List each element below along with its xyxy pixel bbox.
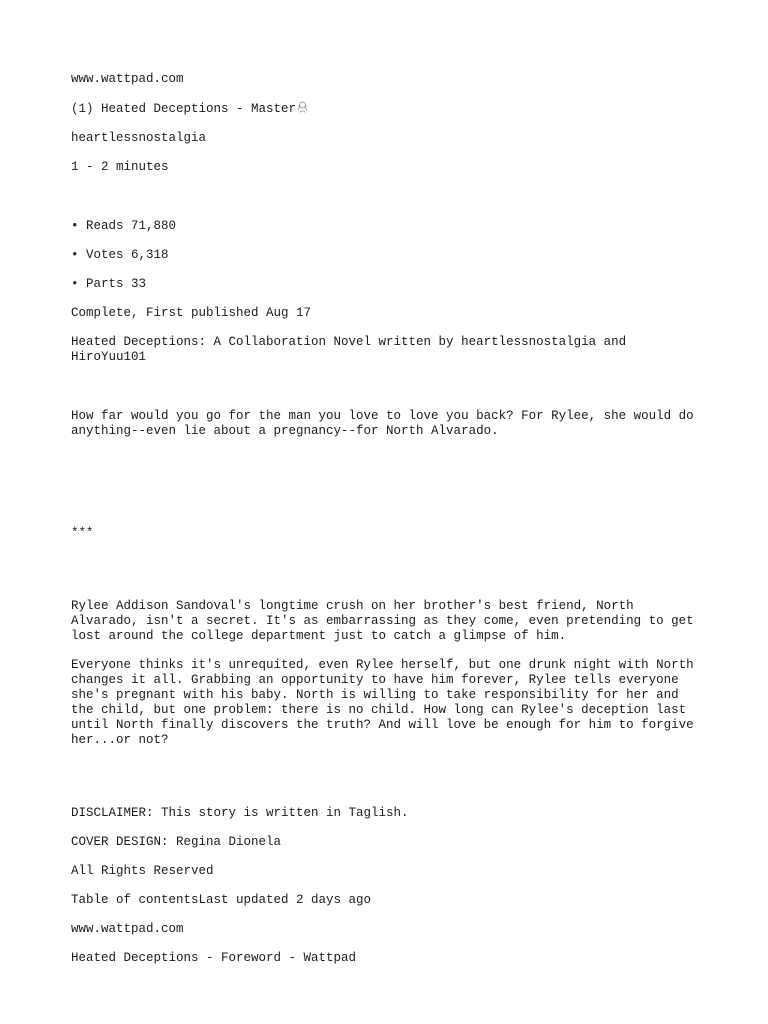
story-title-text: (1) Heated Deceptions - Master xyxy=(71,102,297,116)
footer-site-link[interactable]: www.wattpad.com xyxy=(71,922,184,936)
synopsis-paragraph-2: Everyone thinks it's unrequited, even Rylee herself, but one drunk night with North changes it all. Grabbing an opportunity to have him forever, Rylee tells everyone she's pregnant with his baby. North is willing to take responsibility for her and the child, but one problem: there is no child. How long can Rylee's deception last until North finally discovers the truth? And will love be enough for him to forgive her...or not? xyxy=(71,658,702,747)
disclaimer: DISCLAIMER: This story is written in Taglish. xyxy=(71,806,409,820)
synopsis-paragraph-1: Rylee Addison Sandoval's longtime crush on her brother's best friend, North Alvarado, isn't a secret. It's as embarrassing as they come, even pretending to get lost around the college department just to catch a glimpse of him. xyxy=(71,599,702,643)
table-of-contents[interactable]: Table of contentsLast updated 2 days ago xyxy=(71,893,372,907)
spacer xyxy=(71,555,701,599)
stat-votes: • Votes 6,318 xyxy=(71,248,169,262)
spacer xyxy=(71,189,701,219)
stat-reads: • Reads 71,880 xyxy=(71,219,177,233)
separator: *** xyxy=(71,526,94,540)
document-page xyxy=(71,72,701,980)
stat-parts: • Parts 33 xyxy=(71,277,147,291)
story-title xyxy=(71,101,701,117)
source-site-link[interactable]: www.wattpad.com xyxy=(71,72,184,86)
spacer xyxy=(71,453,701,526)
spacer xyxy=(71,762,701,806)
author-name[interactable]: heartlessnostalgia xyxy=(71,131,207,145)
story-subtitle: Heated Deceptions: A Collaboration Novel written by heartlessnostalgia and HiroYuu101 xyxy=(71,335,634,364)
publish-status: Complete, First published Aug 17 xyxy=(71,306,312,320)
woman-icon xyxy=(297,101,308,113)
spacer xyxy=(71,379,701,409)
cover-design-credit: COVER DESIGN: Regina Dionela xyxy=(71,835,282,849)
footer-page-title: Heated Deceptions - Foreword - Wattpad xyxy=(71,951,357,965)
story-hook: How far would you go for the man you love to love you back? For Rylee, she would do anything--even lie about a pregnancy--for North Alvarado. xyxy=(71,409,702,438)
rights-notice: All Rights Reserved xyxy=(71,864,214,878)
read-time: 1 - 2 minutes xyxy=(71,160,169,174)
